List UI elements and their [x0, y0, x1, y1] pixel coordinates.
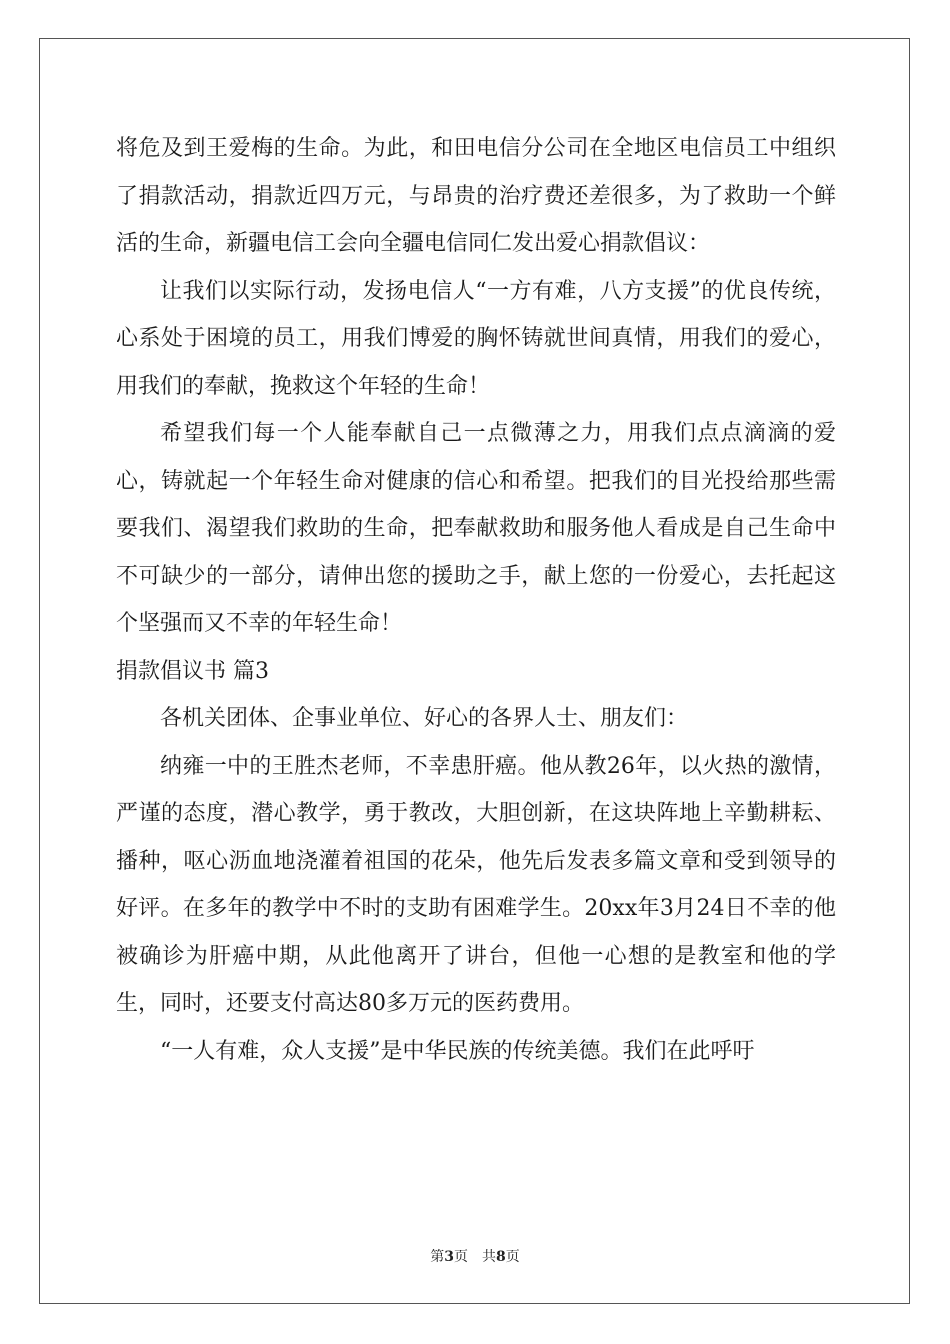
- paragraph-2: 让我们以实际行动，发扬电信人“一方有难，八方支援”的优良传统，心系处于困境的员工，用我们博爱的胸怀铸就世间真情，用我们的爱心，用我们的奉献，挽救这个年轻的生命！: [116, 278, 836, 399]
- paragraph-1: 将危及到王爱梅的生命。为此，和田电信分公司在全地区电信员工中组织了捐款活动，捐款近四万元，与昂贵的治疗费还差很多，为了救助一个鲜活的生命，新疆电信工会向全疆电信同仁发出爱心捐款倡议：: [116, 136, 836, 256]
- paragraph-3: 希望我们每一个人能奉献自己一点微薄之力，用我们点点滴滴的爱心，铸就起一个年轻生命对健康的信心和希望。把我们的目光投给那些需要我们、渴望我们救助的生命，把奉献救助和服务他人看成是自己生命中不可缺少的一部分，请伸出您的援助之手，献上您的一份爱心，去托起这个坚强而又不幸的年轻生命！: [116, 421, 836, 636]
- page-prefix: 第: [430, 1249, 445, 1265]
- section-paragraph-1: 各机关团体、企事业单位、好心的各界人士、朋友们：: [160, 706, 689, 731]
- page-mid: 页 共: [454, 1249, 496, 1265]
- section-paragraph-3: “一人有难，众人支援”是中华民族的传统美德。我们在此呼吁: [160, 1038, 755, 1064]
- section-heading: 捐款倡议书 篇3: [116, 658, 269, 684]
- document-body: [116, 125, 836, 1075]
- section-paragraph-2: 纳雍一中的王胜杰老师，不幸患肝癌。他从教26年，以火热的激情，严谨的态度，潜心教学，勇于教改，大胆创新，在这块阵地上辛勤耕耘、播种，呕心沥血地浇灌着祖国的花朵，他先后发表多篇文章和受到领导的好评。在多年的教学中不时的支助有困难学生。20xx年3月24日不幸的他被确诊为肝癌中期，从此他离开了讲台，但他一心想的是教室和他的学生，同时，还要支付高达80多万元的医药费用。: [116, 753, 836, 1016]
- total-page-number: 8: [496, 1249, 506, 1265]
- current-page-number: 3: [444, 1249, 454, 1265]
- page-footer: [0, 1246, 950, 1266]
- page-suffix: 页: [505, 1249, 520, 1265]
